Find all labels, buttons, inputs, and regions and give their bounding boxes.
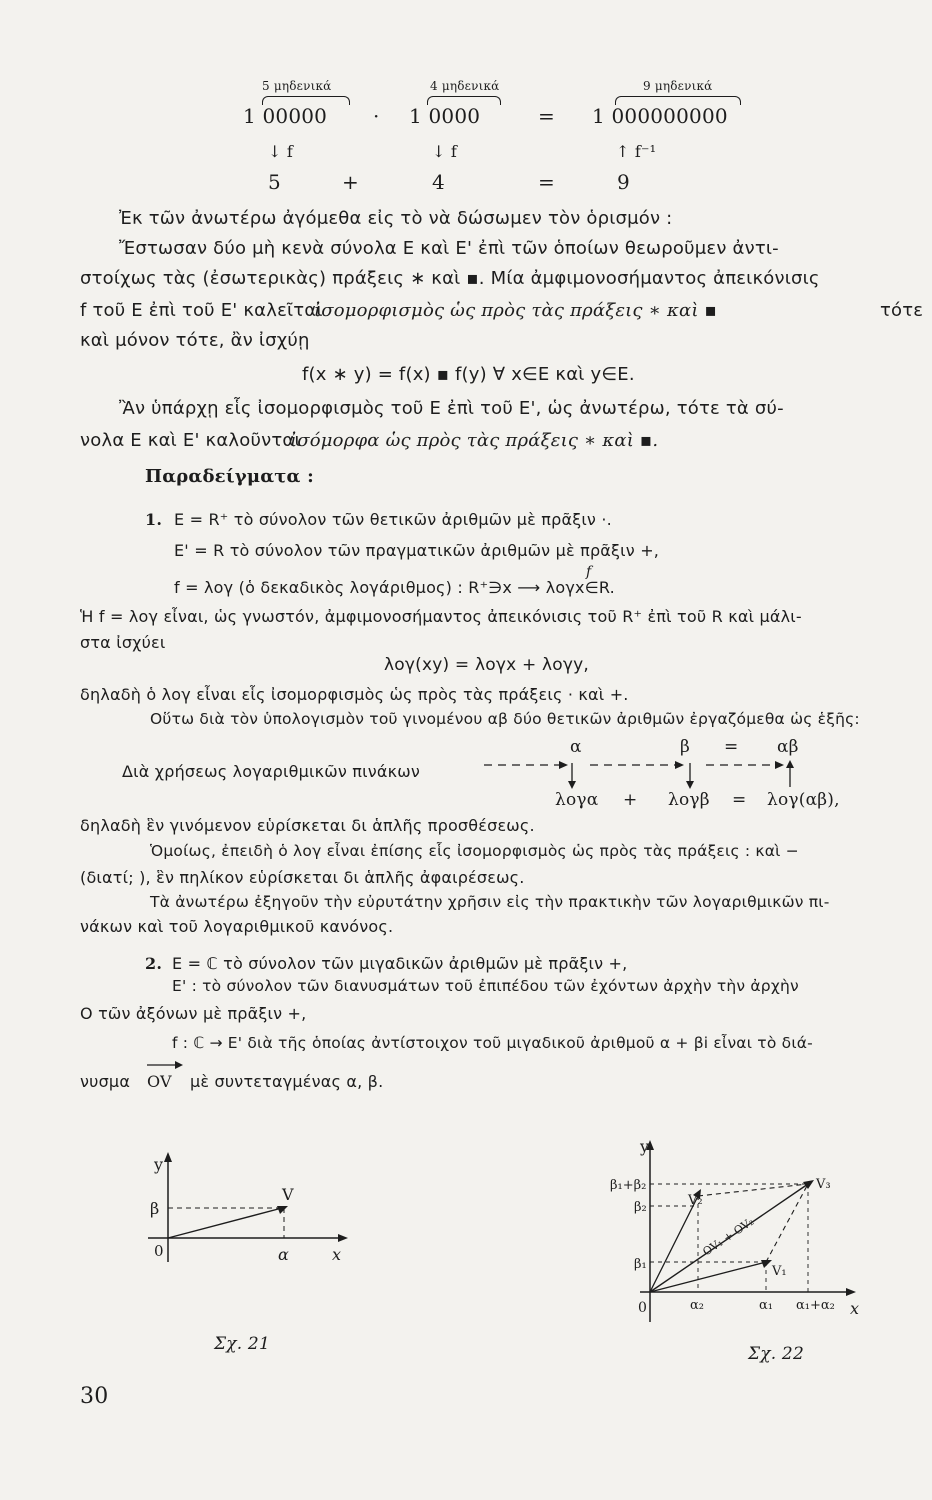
fig21-beta-label: β (150, 1199, 160, 1218)
zeros-label-5: 5 μηδενικά (262, 79, 332, 93)
map-f-2: ↓ f (432, 142, 458, 161)
paragraph-line-2: Ἔστωσαν δύο μὴ κενὰ σύνολα Ε καὶ Ε' ἐπὶ τῶν ὁποίων θεωροῦμεν ἀντι- (119, 238, 779, 259)
paragraph-line-3: στοίχως τὰς (ἐσωτερικὰς) πράξεις ∗ καὶ ▪. Μία ἀμφιμονοσήμαντος ἀπεικόνισις (80, 268, 820, 289)
paragraph-line-5: καὶ μόνον τότε, ἂν ἰσχύῃ (80, 330, 310, 351)
example-1-line-10: (διατί; ), ἓν πηλίκον εὑρίσκεται δι ἁπλῆς ἀφαιρέσεως. (80, 868, 525, 887)
plus-sign: + (342, 170, 359, 194)
scheme-label: Διὰ χρήσεως λογαριθμικῶν πινάκων (122, 762, 420, 781)
fig22-a1a2-label: α₁+α₂ (796, 1298, 835, 1313)
map-f-1: ↓ f (268, 142, 294, 161)
examples-heading: Παραδείγματα : (145, 466, 314, 487)
fig21-v-label: V (282, 1185, 294, 1204)
scheme-alpha: α (570, 737, 582, 757)
example-2-line-5a: νυσμα (80, 1072, 131, 1091)
exponent-9: 9 (617, 170, 630, 194)
vector-ov: OV (147, 1072, 172, 1091)
map-f-inverse: ↑ f⁻¹ (616, 142, 657, 161)
scheme-log-beta: λογβ (668, 790, 710, 810)
arrow-label-f: f (586, 564, 592, 580)
fig22-x-label: x (850, 1299, 860, 1318)
figure-21 (140, 1150, 360, 1270)
exponent-4: 4 (432, 170, 445, 194)
example-1-line-7: Οὕτω διὰ τὸν ὑπολογισμὸν τοῦ γινομένου αβ δύο θετικῶν ἀριθμῶν ἐργαζόμεθα ὡς ἑξῆς: (150, 710, 860, 728)
fig22-v1-label: V₁ (772, 1264, 787, 1279)
fig22-b1b2-label: β₁+β₂ (610, 1178, 647, 1193)
example-1-line-6: δηλαδὴ ὁ λογ εἶναι εἷς ἰσομορφισμὸς ὡς πρὸς τὰς πράξεις · καὶ +. (80, 685, 629, 704)
figure-22-caption: Σχ. 22 (748, 1344, 804, 1364)
example-2-line-2: Ε' : τὸ σύνολον τῶν διανυσμάτων τοῦ ἐπιπέδου τῶν ἐχόντων ἀρχὴν τὴν ἀρχὴν (172, 977, 799, 995)
scheme-log-alpha: λογα (555, 790, 599, 810)
fig21-alpha-label: α (278, 1245, 289, 1264)
paragraph-line-1: Ἐκ τῶν ἀνωτέρω ἀγόμεθα εἰς τὸ νὰ δώσωμεν τὸν ὁρισμόν : (119, 208, 673, 229)
fig22-sum-label: OV₁ + OV₂ (700, 1214, 757, 1259)
example-2-line-3: Ο τῶν ἀξόνων μὲ πρᾶξιν +, (80, 1004, 307, 1023)
example-1-line-1: Ε = R⁺ τὸ σύνολον τῶν θετικῶν ἀριθμῶν μὲ πρᾶξιν ·. (174, 510, 612, 529)
scheme-arrows (480, 757, 810, 791)
example-1-line-8: δηλαδὴ ἓν γινόμενον εὑρίσκεται δι ἁπλῆς προσθέσεως. (80, 816, 535, 835)
zeros-label-4: 4 μηδενικά (430, 79, 500, 93)
exponent-5: 5 (268, 170, 281, 194)
equals-sign: = (538, 104, 555, 128)
example-1-line-9: Ὁμοίως, ἐπειδὴ ὁ λογ εἶναι ἐπίσης εἷς ἰσομορφισμὸς ὡς πρὸς τὰς πράξεις : καὶ − (150, 842, 799, 860)
figure-22 (600, 1132, 890, 1332)
example-2-line-5c: μὲ συντεταγμένας α, β. (190, 1072, 384, 1091)
scheme-log-product: λογ(αβ), (767, 790, 840, 810)
fig22-b2-label: β₂ (634, 1200, 647, 1215)
dot-operator: · (373, 104, 380, 128)
fig22-a1-label: α₁ (759, 1298, 773, 1313)
vector-arrow-icon (145, 1060, 185, 1070)
figure-21-caption: Σχ. 21 (214, 1334, 270, 1354)
example-1-line-3: f = λογ (ὁ δεκαδικὸς λογάριθμος) : R⁺∋x ⟶ λογx∈R. (174, 578, 615, 597)
scheme-plus: + (623, 790, 638, 810)
scheme-equals: = (724, 737, 739, 757)
example-2-line-4: f : ℂ → Ε' διὰ τῆς ὁποίας ἀντίστοιχον τοῦ μιγαδικοῦ ἀριθμοῦ α + βi εἶναι τὸ διά- (172, 1034, 813, 1052)
fig21-origin-label: 0 (154, 1242, 164, 1260)
page-number: 30 (80, 1384, 109, 1409)
example-1-line-2: Ε' = R τὸ σύνολον τῶν πραγματικῶν ἀριθμῶν μὲ πρᾶξιν +, (174, 541, 660, 560)
factor-1: 1 00000 (243, 104, 328, 128)
fig22-v3-label: V₃ (816, 1177, 831, 1192)
scheme-equals-2: = (732, 790, 747, 810)
isomorphism-formula: f(x ∗ y) = f(x) ▪ f(y) ∀ x∈E καὶ y∈E. (302, 364, 635, 385)
scheme-product: αβ (777, 737, 799, 757)
factor-2: 1 0000 (409, 104, 481, 128)
example-2-line-1: Ε = ℂ τὸ σύνολον τῶν μιγαδικῶν ἀριθμῶν μὲ πρᾶξιν +, (172, 954, 628, 973)
definition-term: ἰσομορφισμὸς ὡς πρὸς τὰς πράξεις ∗ καὶ ▪ (314, 300, 717, 321)
example-1-number: 1. (145, 510, 163, 529)
fig22-origin-label: 0 (638, 1300, 647, 1316)
isomorphic-term: ἰσόμορφα ὡς πρὸς τὰς πράξεις ∗ καὶ ▪. (290, 430, 659, 451)
paragraph-line-6: Ἂν ὑπάρχῃ εἷς ἰσομορφισμὸς τοῦ Ε ἐπὶ τοῦ Ε', ὡς ἀνωτέρω, τότε τὰ σύ- (119, 398, 784, 419)
fig21-x-label: x (332, 1245, 342, 1264)
example-1-line-4: Ἡ f = λογ εἶναι, ὡς γνωστόν, ἀμφιμονοσήμαντος ἀπεικόνισις τοῦ R⁺ ἐπὶ τοῦ R καὶ μάλι- (80, 607, 802, 626)
paragraph-line-4c: τότε (880, 300, 924, 321)
fig22-y-label: y (640, 1137, 650, 1156)
equals-sign-2: = (538, 170, 555, 194)
fig22-v2-label: V₂ (688, 1193, 703, 1208)
log-formula: λογ(xy) = λογx + λογy, (384, 655, 589, 675)
paragraph-line-4a: f τοῦ Ε ἐπὶ τοῦ Ε' καλεῖται (80, 300, 323, 321)
example-1-line-11: Τὰ ἀνωτέρω ἐξηγοῦν τὴν εὐρυτάτην χρῆσιν εἰς τὴν πρακτικὴν τῶν λογαριθμικῶν πι- (150, 893, 830, 911)
paragraph-line-7a: νολα Ε καὶ Ε' καλοῦνται (80, 430, 301, 451)
example-1-line-5: στα ἰσχύει (80, 633, 166, 652)
zeros-label-9: 9 μηδενικά (643, 79, 713, 93)
example-1-line-12: νάκων καὶ τοῦ λογαριθμικοῦ κανόνος. (80, 917, 394, 936)
fig22-a2-label: α₂ (690, 1298, 704, 1313)
example-2-number: 2. (145, 954, 163, 973)
scheme-beta: β (680, 737, 691, 757)
fig22-b1-label: β₁ (634, 1257, 647, 1272)
fig21-y-label: y (154, 1155, 164, 1174)
product: 1 000000000 (592, 104, 728, 128)
